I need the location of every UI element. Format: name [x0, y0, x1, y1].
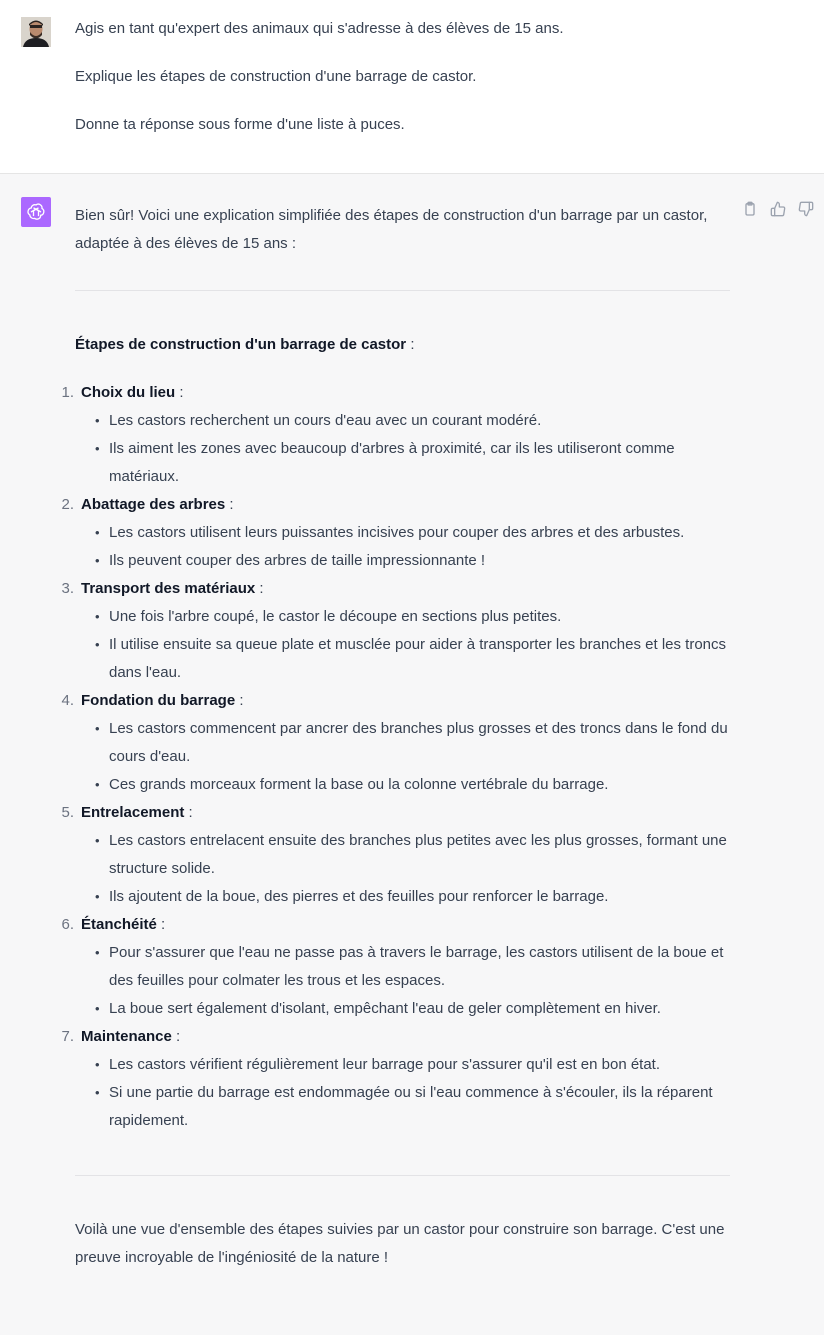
step-suffix: :	[171, 1028, 181, 1045]
step-bullets	[81, 603, 730, 687]
section-heading	[75, 331, 730, 359]
step-bullets	[81, 827, 730, 911]
steps-list	[61, 379, 730, 1135]
bullet-item: • Il utilise ensuite sa queue plate et musclée pour aider à transporter les branches et les troncs dans l'eau.	[109, 631, 730, 687]
thumbs-down-icon[interactable]	[798, 201, 814, 217]
step-number: 3.	[61, 580, 74, 597]
step-bullets	[81, 519, 730, 575]
divider	[75, 290, 730, 291]
step-item	[61, 1023, 730, 1135]
step-title: Maintenance	[81, 1028, 172, 1045]
assistant-message-turn	[0, 174, 824, 1335]
step-number: 4.	[61, 692, 74, 709]
section-suffix: :	[406, 336, 415, 353]
step-suffix: :	[225, 496, 234, 513]
openai-logo-icon	[21, 197, 51, 227]
assistant-outro: Voilà une vue d'ensemble des étapes suivies par un castor pour construire son barrage. C'est une preuve incroyable de l'ingéniosité de la nature !	[75, 1221, 725, 1266]
bullet-item: • Ils aiment les zones avec beaucoup d'arbres à proximité, car ils les utiliseront comme matériaux.	[109, 435, 730, 491]
bullet-item: • Les castors utilisent leurs puissantes incisives pour couper des arbres et des arbustes.	[109, 519, 730, 547]
bullet-item: • Ces grands morceaux forment la base ou la colonne vertébrale du barrage.	[109, 771, 730, 799]
user-message-line: Agis en tant qu'expert des animaux qui s'adresse à des élèves de 15 ans.	[75, 20, 564, 37]
step-suffix: :	[184, 804, 193, 821]
user-message-text	[75, 19, 775, 163]
step-item	[61, 379, 730, 491]
step-bullets	[81, 939, 730, 1023]
user-message-line: Explique les étapes de construction d'une barrage de castor.	[75, 68, 477, 85]
bullet-item: • Les castors commencent par ancrer des branches plus grosses et des troncs dans le fond du cours d'eau.	[109, 715, 730, 771]
step-number: 7.	[61, 1028, 74, 1045]
message-actions	[742, 201, 814, 217]
assistant-message-content	[61, 202, 730, 1272]
step-suffix: :	[156, 916, 166, 933]
bullet-item: • Ils peuvent couper des arbres de taille impressionnante !	[109, 547, 730, 575]
divider	[75, 1175, 730, 1176]
step-title: Transport des matériaux	[81, 580, 256, 597]
step-item	[61, 575, 730, 687]
step-item	[61, 911, 730, 1023]
step-item	[61, 799, 730, 911]
step-title: Choix du lieu	[81, 384, 176, 401]
step-item	[61, 687, 730, 799]
step-suffix: :	[235, 692, 244, 709]
step-number: 6.	[61, 916, 74, 933]
bullet-item: • La boue sert également d'isolant, empêchant l'eau de geler complètement en hiver.	[109, 995, 730, 1023]
bullet-item: • Pour s'assurer que l'eau ne passe pas à travers le barrage, les castors utilisent de la boue et des feuilles pour colmater les trous et les espaces.	[109, 939, 730, 995]
step-item	[61, 491, 730, 575]
assistant-intro: Bien sûr! Voici une explication simplifiée des étapes de construction d'un barrage par un castor, adaptée à des élèves de 15 ans :	[75, 207, 708, 252]
step-suffix: :	[175, 384, 184, 401]
section-title: Étapes de construction d'un barrage de castor	[75, 336, 407, 353]
step-number: 2.	[61, 496, 74, 513]
bullet-item: • Les castors recherchent un cours d'eau avec un courant modéré.	[109, 407, 730, 435]
step-bullets	[81, 407, 730, 491]
bullet-item: • Une fois l'arbre coupé, le castor le découpe en sections plus petites.	[109, 603, 730, 631]
bullet-item: • Ils ajoutent de la boue, des pierres et des feuilles pour renforcer le barrage.	[109, 883, 730, 911]
step-title: Fondation du barrage	[81, 692, 236, 709]
bullet-item: • Les castors entrelacent ensuite des branches plus petites avec les plus grosses, formant une structure solide.	[109, 827, 730, 883]
bullet-item: • Si une partie du barrage est endommagée ou si l'eau commence à s'écouler, ils la réparent rapidement.	[109, 1079, 730, 1135]
thumbs-up-icon[interactable]	[770, 201, 786, 217]
step-suffix: :	[255, 580, 264, 597]
step-bullets	[81, 715, 730, 799]
clipboard-icon[interactable]	[742, 201, 758, 217]
step-number: 1.	[61, 384, 74, 401]
user-message-line: Donne ta réponse sous forme d'une liste à puces.	[75, 116, 405, 133]
user-message-turn	[0, 0, 824, 174]
step-title: Abattage des arbres	[81, 496, 226, 513]
user-avatar	[21, 17, 51, 47]
step-title: Étanchéité	[81, 916, 157, 933]
step-title: Entrelacement	[81, 804, 185, 821]
step-bullets	[81, 1051, 730, 1135]
step-number: 5.	[61, 804, 74, 821]
bullet-item: • Les castors vérifient régulièrement leur barrage pour s'assurer qu'il est en bon état.	[109, 1051, 730, 1079]
